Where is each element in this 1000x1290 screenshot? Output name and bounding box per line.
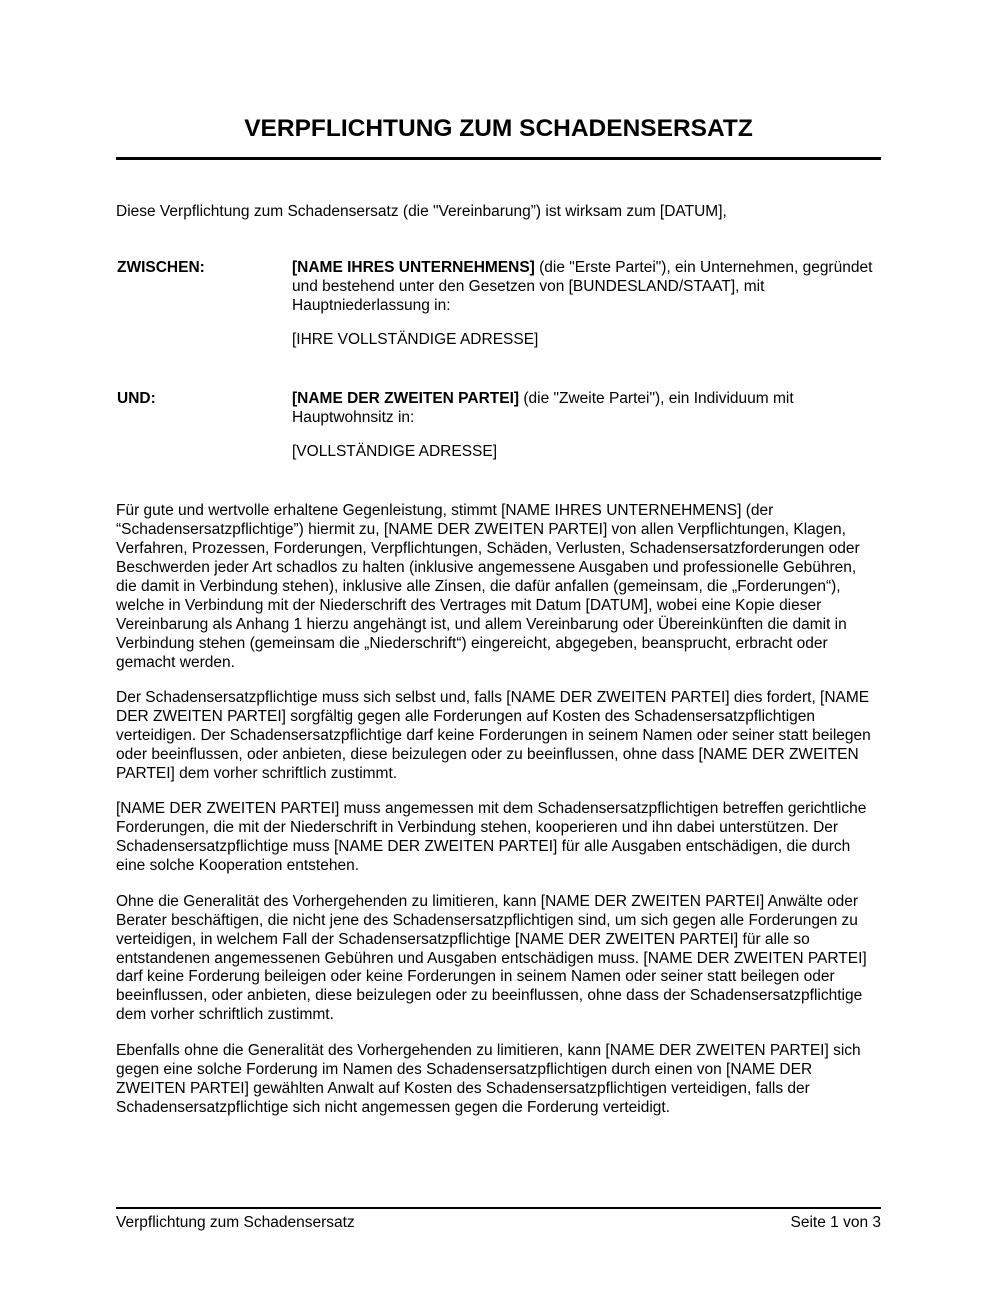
page-footer bbox=[116, 1213, 881, 1232]
party-name: [NAME DER ZWEITEN PARTEI] bbox=[292, 390, 520, 407]
body-paragraph: Für gute und wertvolle erhaltene Gegenleistung, stimmt [NAME IHRES UNTERNEHMENS] (der “Schadensersatzpflichtige”) hiermit zu, [NAME DER ZWEITEN PARTEI] von allen Verpflichtungen, Klagen, Verfahren, Prozessen, Forderungen, Verpflichtungen, Schäden, Verlusten, Schadensersatzforderungen oder Beschwerden jeder Art schadlos zu halten (inklusive angemessene Ausgaben und professionelle Gebühren, die damit in Verbindung stehen), inklusive alle Zinsen, die dafür anfallen (gemeinsam, die „Forderungen“), welche in Verbindung mit der Niederschrift des Vertrages mit Datum [DATUM], wobei eine Kopie dieser Vereinbarung als Anhang 1 hierzu angehängt ist, und allem Vereinbarung oder Übereinkünften die damit in Verbindung stehen (gemeinsam die „Niederschrift“) eingereicht, abgegeben, beansprucht, erbracht oder gemacht werden. bbox=[116, 502, 860, 671]
document-page bbox=[116, 0, 881, 1290]
body-paragraph: Ebenfalls ohne die Generalität des Vorhergehenden zu limitieren, kann [NAME DER ZWEITEN PARTEI] sich gegen eine solche Forderung im Namen des Schadensersatzpflichtigen durch einen von [NAME DER ZWEITEN PARTEI] gewählten Anwalt auf Kosten des Schadensersatzpflichtigen verteidigen, falls der Schadensersatzpflichtige sich nicht angemessen gegen die Forderung verteidigt. bbox=[116, 1041, 861, 1116]
party-name: [NAME IHRES UNTERNEHMENS] bbox=[292, 259, 535, 276]
party-address: [VOLLSTÄNDIGE ADRESSE] bbox=[292, 443, 498, 460]
body-paragraph: Ohne die Generalität des Vorhergehenden zu limitieren, kann [NAME DER ZWEITEN PARTEI] Anwälte oder Berater beschäftigen, die nicht jene des Schadensersatzpflichtigen sind, um sich gegen alle Forderungen zu verteidigen, in welchem Fall der Schadensersatzpflichtige [NAME DER ZWEITEN PARTEI] für alle so entstandenen angemessenen Gebühren und Ausgaben entschädigen muss. [NAME DER ZWEITEN PARTEI] darf keine Forderung beileigen oder keine Forderungen in seinem Namen oder seiner statt beilegen oder beeinflussen, oder anbieten, diese beizulegen oder zu beeinflussen, ohne dass der Schadensersatzpflichtige dem vorher schriftlich zustimmt. bbox=[116, 892, 867, 1024]
party-description-text: (die "Zweite Partei"), ein Individuum mit Hauptwohnsitz in: bbox=[292, 390, 794, 426]
page-number: Seite 1 von 3 bbox=[790, 1214, 881, 1231]
party-description bbox=[292, 258, 882, 315]
body-paragraph: [NAME DER ZWEITEN PARTEI] muss angemessen mit dem Schadensersatzpflichtigen betreffen gerichtliche Forderungen, die mit der Niederschrift in Verbindung stehen, kooperieren und ihn dabei unterstützen. Der Schadensersatzpflichtige muss [NAME DER ZWEITEN PARTEI] für alle Ausgaben entschädigen, die durch eine solche Kooperation entstehen. bbox=[116, 800, 867, 875]
intro-paragraph: Diese Verpflichtung zum Schadensersatz (die "Vereinbarung”) ist wirksam zum [DATUM], bbox=[116, 203, 727, 220]
party-details bbox=[292, 389, 882, 476]
agreement-body bbox=[116, 502, 881, 1134]
title-divider bbox=[116, 157, 881, 160]
party-description bbox=[292, 389, 882, 427]
footer-divider bbox=[116, 1207, 881, 1209]
party-details bbox=[292, 258, 882, 364]
document-title: VERPFLICHTUNG ZUM SCHADENSERSATZ bbox=[244, 115, 753, 142]
party-description-text: (die "Erste Partei"), ein Unternehmen, gegründet und bestehend unter den Gesetzen von [BUNDESLAND/STAAT], mit Hauptniederlassung in: bbox=[292, 259, 873, 314]
party-address: [IHRE VOLLSTÄNDIGE ADRESSE] bbox=[292, 331, 539, 348]
party-label: ZWISCHEN: bbox=[117, 259, 205, 276]
party-label: UND: bbox=[117, 390, 156, 407]
body-paragraph: Der Schadensersatzpflichtige muss sich selbst und, falls [NAME DER ZWEITEN PARTEI] dies fordert, [NAME DER ZWEITEN PARTEI] sorgfältig gegen alle Forderungen auf Kosten des Schadensersatzpflichtigen verteidigen. Der Schadensersatzpflichtige darf keine Forderungen in seinem Namen oder seiner statt beilegen oder beeinflussen, oder anbieten, diese beizulegen oder zu beeinflussen, ohne dass [NAME DER ZWEITEN PARTEI] dem vorher schriftlich zustimmt. bbox=[116, 689, 871, 782]
footer-document-name: Verpflichtung zum Schadensersatz bbox=[116, 1214, 355, 1231]
